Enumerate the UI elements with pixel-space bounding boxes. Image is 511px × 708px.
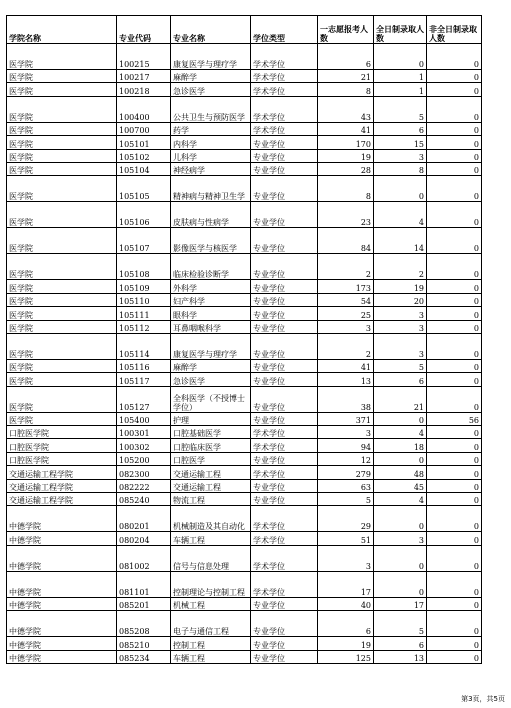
table-row — [7, 373, 482, 386]
cell-code: 105108 — [117, 254, 171, 280]
cell-degree-type: 学术学位 — [251, 122, 318, 135]
cell-degree-type: 专业学位 — [251, 373, 318, 386]
cell-degree-type: 学术学位 — [251, 70, 318, 83]
cell-code: 085234 — [117, 650, 171, 663]
cell-fulltime: 20 — [374, 293, 427, 306]
cell-code: 082300 — [117, 466, 171, 479]
cell-fulltime: 6 — [374, 637, 427, 650]
cell-fulltime: 13 — [374, 650, 427, 663]
table-row — [7, 571, 482, 597]
cell-applicants: 19 — [318, 149, 374, 162]
cell-major: 全科医学（不授博士学位） — [171, 386, 251, 412]
cell-degree-type: 学术学位 — [251, 571, 318, 597]
cell-college: 医学院 — [7, 83, 117, 96]
cell-fulltime: 5 — [374, 359, 427, 372]
cell-degree-type: 学术学位 — [251, 83, 318, 96]
table-row — [7, 293, 482, 306]
cell-fulltime: 3 — [374, 307, 427, 320]
cell-college: 交通运输工程学院 — [7, 493, 117, 506]
cell-degree-type: 专业学位 — [251, 637, 318, 650]
cell-applicants: 8 — [318, 83, 374, 96]
table-row — [7, 359, 482, 372]
cell-major: 影像医学与核医学 — [171, 228, 251, 254]
cell-college: 中德学院 — [7, 545, 117, 571]
cell-applicants: 25 — [318, 307, 374, 320]
cell-code: 082222 — [117, 479, 171, 492]
cell-parttime: 0 — [427, 293, 482, 306]
cell-college: 医学院 — [7, 373, 117, 386]
cell-degree-type: 专业学位 — [251, 386, 318, 412]
cell-applicants: 3 — [318, 426, 374, 439]
cell-college: 中德学院 — [7, 571, 117, 597]
table-row — [7, 254, 482, 280]
table-row — [7, 96, 482, 122]
cell-major: 交通运输工程 — [171, 479, 251, 492]
cell-code: 105105 — [117, 176, 171, 202]
cell-fulltime: 5 — [374, 611, 427, 637]
cell-code: 100700 — [117, 122, 171, 135]
cell-fulltime: 45 — [374, 479, 427, 492]
table-row — [7, 479, 482, 492]
cell-applicants: 19 — [318, 637, 374, 650]
table-row — [7, 280, 482, 293]
cell-college: 医学院 — [7, 386, 117, 412]
cell-degree-type: 学术学位 — [251, 532, 318, 545]
cell-fulltime: 3 — [374, 149, 427, 162]
cell-degree-type: 学术学位 — [251, 96, 318, 122]
cell-fulltime: 5 — [374, 96, 427, 122]
cell-college: 医学院 — [7, 412, 117, 425]
cell-applicants: 170 — [318, 136, 374, 149]
cell-degree-type: 专业学位 — [251, 202, 318, 228]
cell-major: 口腔临床医学 — [171, 439, 251, 452]
cell-major: 电子与通信工程 — [171, 611, 251, 637]
cell-degree-type: 学术学位 — [251, 506, 318, 532]
cell-code: 105109 — [117, 280, 171, 293]
cell-fulltime: 19 — [374, 280, 427, 293]
cell-fulltime: 4 — [374, 202, 427, 228]
cell-applicants: 84 — [318, 228, 374, 254]
header-college: 学院名称 — [7, 16, 117, 44]
table-row — [7, 386, 482, 412]
cell-college: 医学院 — [7, 162, 117, 175]
cell-parttime: 0 — [427, 545, 482, 571]
cell-parttime: 0 — [427, 280, 482, 293]
table-row — [7, 83, 482, 96]
cell-applicants: 23 — [318, 202, 374, 228]
cell-applicants: 13 — [318, 373, 374, 386]
cell-code: 105101 — [117, 136, 171, 149]
cell-fulltime: 17 — [374, 597, 427, 610]
cell-code: 105110 — [117, 293, 171, 306]
cell-major: 麻醉学 — [171, 359, 251, 372]
cell-degree-type: 专业学位 — [251, 136, 318, 149]
cell-major: 护理 — [171, 412, 251, 425]
cell-code: 081101 — [117, 571, 171, 597]
table-row — [7, 44, 482, 70]
cell-parttime: 0 — [427, 650, 482, 663]
cell-fulltime: 0 — [374, 545, 427, 571]
cell-fulltime: 6 — [374, 373, 427, 386]
cell-degree-type: 专业学位 — [251, 254, 318, 280]
cell-parttime: 0 — [427, 122, 482, 135]
cell-code: 105111 — [117, 307, 171, 320]
cell-fulltime: 1 — [374, 83, 427, 96]
cell-code: 105112 — [117, 320, 171, 333]
cell-college: 医学院 — [7, 96, 117, 122]
cell-parttime: 0 — [427, 333, 482, 359]
cell-applicants: 51 — [318, 532, 374, 545]
cell-parttime: 0 — [427, 359, 482, 372]
cell-parttime: 0 — [427, 149, 482, 162]
cell-degree-type: 专业学位 — [251, 307, 318, 320]
cell-major: 精神病与精神卫生学 — [171, 176, 251, 202]
cell-applicants: 125 — [318, 650, 374, 663]
cell-fulltime: 2 — [374, 254, 427, 280]
table-row — [7, 320, 482, 333]
cell-college: 医学院 — [7, 228, 117, 254]
header-major: 专业名称 — [171, 16, 251, 44]
table-row — [7, 650, 482, 663]
table-row — [7, 70, 482, 83]
table-row — [7, 426, 482, 439]
table-row — [7, 532, 482, 545]
cell-college: 中德学院 — [7, 532, 117, 545]
header-degree-type: 学位类型 — [251, 16, 318, 44]
header-fulltime: 全日制录取人数 — [374, 16, 427, 44]
cell-major: 机械制造及其自动化 — [171, 506, 251, 532]
cell-fulltime: 1 — [374, 70, 427, 83]
cell-college: 医学院 — [7, 320, 117, 333]
cell-parttime: 0 — [427, 571, 482, 597]
cell-parttime: 0 — [427, 136, 482, 149]
cell-college: 医学院 — [7, 280, 117, 293]
cell-degree-type: 专业学位 — [251, 359, 318, 372]
cell-applicants: 63 — [318, 479, 374, 492]
cell-major: 公共卫生与预防医学 — [171, 96, 251, 122]
cell-college: 交通运输工程学院 — [7, 479, 117, 492]
cell-parttime: 0 — [427, 426, 482, 439]
table-row — [7, 439, 482, 452]
cell-code: 081002 — [117, 545, 171, 571]
cell-fulltime: 0 — [374, 176, 427, 202]
cell-code: 105107 — [117, 228, 171, 254]
cell-applicants: 94 — [318, 439, 374, 452]
cell-major: 控制理论与控制工程 — [171, 571, 251, 597]
table-row — [7, 228, 482, 254]
cell-applicants: 43 — [318, 96, 374, 122]
cell-parttime: 0 — [427, 307, 482, 320]
cell-applicants: 3 — [318, 545, 374, 571]
admission-table — [6, 15, 482, 664]
header-parttime: 非全日制录取人数 — [427, 16, 482, 44]
cell-code: 080201 — [117, 506, 171, 532]
cell-major: 急诊医学 — [171, 373, 251, 386]
cell-major: 康复医学与理疗学 — [171, 333, 251, 359]
cell-fulltime: 15 — [374, 136, 427, 149]
cell-parttime: 56 — [427, 412, 482, 425]
cell-fulltime: 4 — [374, 426, 427, 439]
cell-parttime: 0 — [427, 637, 482, 650]
cell-degree-type: 专业学位 — [251, 293, 318, 306]
cell-fulltime: 21 — [374, 386, 427, 412]
cell-code: 085201 — [117, 597, 171, 610]
cell-degree-type: 学术学位 — [251, 466, 318, 479]
cell-major: 临床检验诊断学 — [171, 254, 251, 280]
cell-applicants: 6 — [318, 611, 374, 637]
cell-code: 105106 — [117, 202, 171, 228]
cell-fulltime: 18 — [374, 439, 427, 452]
cell-college: 医学院 — [7, 44, 117, 70]
table-row — [7, 493, 482, 506]
cell-degree-type: 学术学位 — [251, 545, 318, 571]
table-row — [7, 452, 482, 465]
cell-applicants: 40 — [318, 597, 374, 610]
cell-code: 080204 — [117, 532, 171, 545]
cell-college: 医学院 — [7, 333, 117, 359]
cell-degree-type: 学术学位 — [251, 426, 318, 439]
cell-parttime: 0 — [427, 452, 482, 465]
cell-code: 100400 — [117, 96, 171, 122]
table-row — [7, 307, 482, 320]
cell-parttime: 0 — [427, 83, 482, 96]
cell-code: 105127 — [117, 386, 171, 412]
cell-college: 医学院 — [7, 122, 117, 135]
table-row — [7, 176, 482, 202]
cell-major: 口腔医学 — [171, 452, 251, 465]
cell-parttime: 0 — [427, 320, 482, 333]
cell-fulltime: 3 — [374, 532, 427, 545]
table-row — [7, 637, 482, 650]
cell-major: 内科学 — [171, 136, 251, 149]
cell-college: 医学院 — [7, 149, 117, 162]
cell-applicants: 2 — [318, 254, 374, 280]
cell-degree-type: 专业学位 — [251, 333, 318, 359]
cell-fulltime: 6 — [374, 122, 427, 135]
cell-parttime: 0 — [427, 202, 482, 228]
cell-code: 100302 — [117, 439, 171, 452]
cell-major: 控制工程 — [171, 637, 251, 650]
cell-major: 妇产科学 — [171, 293, 251, 306]
table-row — [7, 122, 482, 135]
cell-major: 药学 — [171, 122, 251, 135]
header-row — [7, 16, 482, 44]
cell-college: 交通运输工程学院 — [7, 466, 117, 479]
cell-applicants: 38 — [318, 386, 374, 412]
cell-applicants: 279 — [318, 466, 374, 479]
cell-code: 085240 — [117, 493, 171, 506]
cell-fulltime: 8 — [374, 162, 427, 175]
cell-parttime: 0 — [427, 506, 482, 532]
cell-fulltime: 0 — [374, 412, 427, 425]
cell-parttime: 0 — [427, 597, 482, 610]
cell-code: 085210 — [117, 637, 171, 650]
cell-parttime: 0 — [427, 466, 482, 479]
cell-college: 口腔医学院 — [7, 426, 117, 439]
cell-code: 100301 — [117, 426, 171, 439]
cell-major: 机械工程 — [171, 597, 251, 610]
cell-degree-type: 学术学位 — [251, 439, 318, 452]
cell-parttime: 0 — [427, 373, 482, 386]
cell-parttime: 0 — [427, 70, 482, 83]
cell-major: 口腔基础医学 — [171, 426, 251, 439]
cell-major: 神经病学 — [171, 162, 251, 175]
cell-degree-type: 专业学位 — [251, 320, 318, 333]
cell-college: 医学院 — [7, 202, 117, 228]
cell-fulltime: 0 — [374, 44, 427, 70]
cell-college: 医学院 — [7, 293, 117, 306]
cell-college: 医学院 — [7, 176, 117, 202]
cell-major: 眼科学 — [171, 307, 251, 320]
cell-parttime: 0 — [427, 96, 482, 122]
cell-applicants: 3 — [318, 320, 374, 333]
cell-degree-type: 专业学位 — [251, 228, 318, 254]
cell-parttime: 0 — [427, 493, 482, 506]
cell-parttime: 0 — [427, 611, 482, 637]
cell-parttime: 0 — [427, 228, 482, 254]
cell-code: 100217 — [117, 70, 171, 83]
cell-degree-type: 专业学位 — [251, 597, 318, 610]
cell-parttime: 0 — [427, 176, 482, 202]
table-row — [7, 545, 482, 571]
cell-fulltime: 3 — [374, 320, 427, 333]
cell-major: 麻醉学 — [171, 70, 251, 83]
table-row — [7, 136, 482, 149]
cell-code: 105114 — [117, 333, 171, 359]
cell-fulltime: 0 — [374, 571, 427, 597]
cell-code: 100215 — [117, 44, 171, 70]
table-row — [7, 597, 482, 610]
cell-code: 105117 — [117, 373, 171, 386]
table-row — [7, 149, 482, 162]
cell-fulltime: 48 — [374, 466, 427, 479]
table-row — [7, 412, 482, 425]
cell-parttime: 0 — [427, 254, 482, 280]
cell-college: 中德学院 — [7, 650, 117, 663]
cell-applicants: 41 — [318, 359, 374, 372]
header-applicants: 一志愿报考人数 — [318, 16, 374, 44]
cell-degree-type: 专业学位 — [251, 452, 318, 465]
cell-major: 信号与信息处理 — [171, 545, 251, 571]
cell-code: 105116 — [117, 359, 171, 372]
cell-fulltime: 0 — [374, 452, 427, 465]
cell-major: 儿科学 — [171, 149, 251, 162]
cell-major: 急诊医学 — [171, 83, 251, 96]
cell-college: 中德学院 — [7, 597, 117, 610]
page-footer: 第3页，共5页 — [461, 695, 505, 703]
cell-code: 100218 — [117, 83, 171, 96]
cell-college: 口腔医学院 — [7, 439, 117, 452]
table-row — [7, 466, 482, 479]
cell-major: 皮肤病与性病学 — [171, 202, 251, 228]
cell-applicants: 28 — [318, 162, 374, 175]
cell-applicants: 21 — [318, 70, 374, 83]
table-body — [7, 44, 482, 664]
cell-college: 中德学院 — [7, 637, 117, 650]
cell-fulltime: 3 — [374, 333, 427, 359]
cell-major: 物流工程 — [171, 493, 251, 506]
header-code: 专业代码 — [117, 16, 171, 44]
cell-parttime: 0 — [427, 162, 482, 175]
cell-code: 105102 — [117, 149, 171, 162]
cell-major: 耳鼻咽喉科学 — [171, 320, 251, 333]
cell-degree-type: 学术学位 — [251, 44, 318, 70]
cell-fulltime: 4 — [374, 493, 427, 506]
cell-degree-type: 专业学位 — [251, 479, 318, 492]
cell-fulltime: 0 — [374, 506, 427, 532]
cell-code: 105200 — [117, 452, 171, 465]
cell-major: 车辆工程 — [171, 650, 251, 663]
cell-applicants: 371 — [318, 412, 374, 425]
cell-applicants: 2 — [318, 333, 374, 359]
cell-college: 医学院 — [7, 254, 117, 280]
cell-major: 外科学 — [171, 280, 251, 293]
cell-college: 口腔医学院 — [7, 452, 117, 465]
cell-degree-type: 专业学位 — [251, 493, 318, 506]
cell-college: 医学院 — [7, 136, 117, 149]
cell-applicants: 6 — [318, 44, 374, 70]
cell-college: 医学院 — [7, 307, 117, 320]
cell-applicants: 41 — [318, 122, 374, 135]
cell-code: 085208 — [117, 611, 171, 637]
cell-applicants: 54 — [318, 293, 374, 306]
table-row — [7, 506, 482, 532]
cell-college: 医学院 — [7, 70, 117, 83]
cell-applicants: 12 — [318, 452, 374, 465]
cell-college: 中德学院 — [7, 611, 117, 637]
table-row — [7, 611, 482, 637]
cell-fulltime: 14 — [374, 228, 427, 254]
cell-degree-type: 专业学位 — [251, 162, 318, 175]
cell-code: 105400 — [117, 412, 171, 425]
cell-major: 康复医学与理疗学 — [171, 44, 251, 70]
cell-applicants: 17 — [318, 571, 374, 597]
cell-parttime: 0 — [427, 386, 482, 412]
cell-degree-type: 专业学位 — [251, 176, 318, 202]
table-row — [7, 333, 482, 359]
cell-college: 医学院 — [7, 359, 117, 372]
cell-parttime: 0 — [427, 439, 482, 452]
cell-parttime: 0 — [427, 479, 482, 492]
cell-degree-type: 专业学位 — [251, 280, 318, 293]
cell-degree-type: 专业学位 — [251, 412, 318, 425]
cell-applicants: 173 — [318, 280, 374, 293]
cell-major: 交通运输工程 — [171, 466, 251, 479]
cell-degree-type: 专业学位 — [251, 149, 318, 162]
cell-major: 车辆工程 — [171, 532, 251, 545]
cell-degree-type: 专业学位 — [251, 611, 318, 637]
cell-code: 105104 — [117, 162, 171, 175]
cell-applicants: 5 — [318, 493, 374, 506]
cell-parttime: 0 — [427, 44, 482, 70]
cell-college: 中德学院 — [7, 506, 117, 532]
cell-degree-type: 专业学位 — [251, 650, 318, 663]
table-row — [7, 162, 482, 175]
cell-parttime: 0 — [427, 532, 482, 545]
cell-applicants: 29 — [318, 506, 374, 532]
document-page — [6, 15, 482, 664]
table-row — [7, 202, 482, 228]
cell-applicants: 8 — [318, 176, 374, 202]
